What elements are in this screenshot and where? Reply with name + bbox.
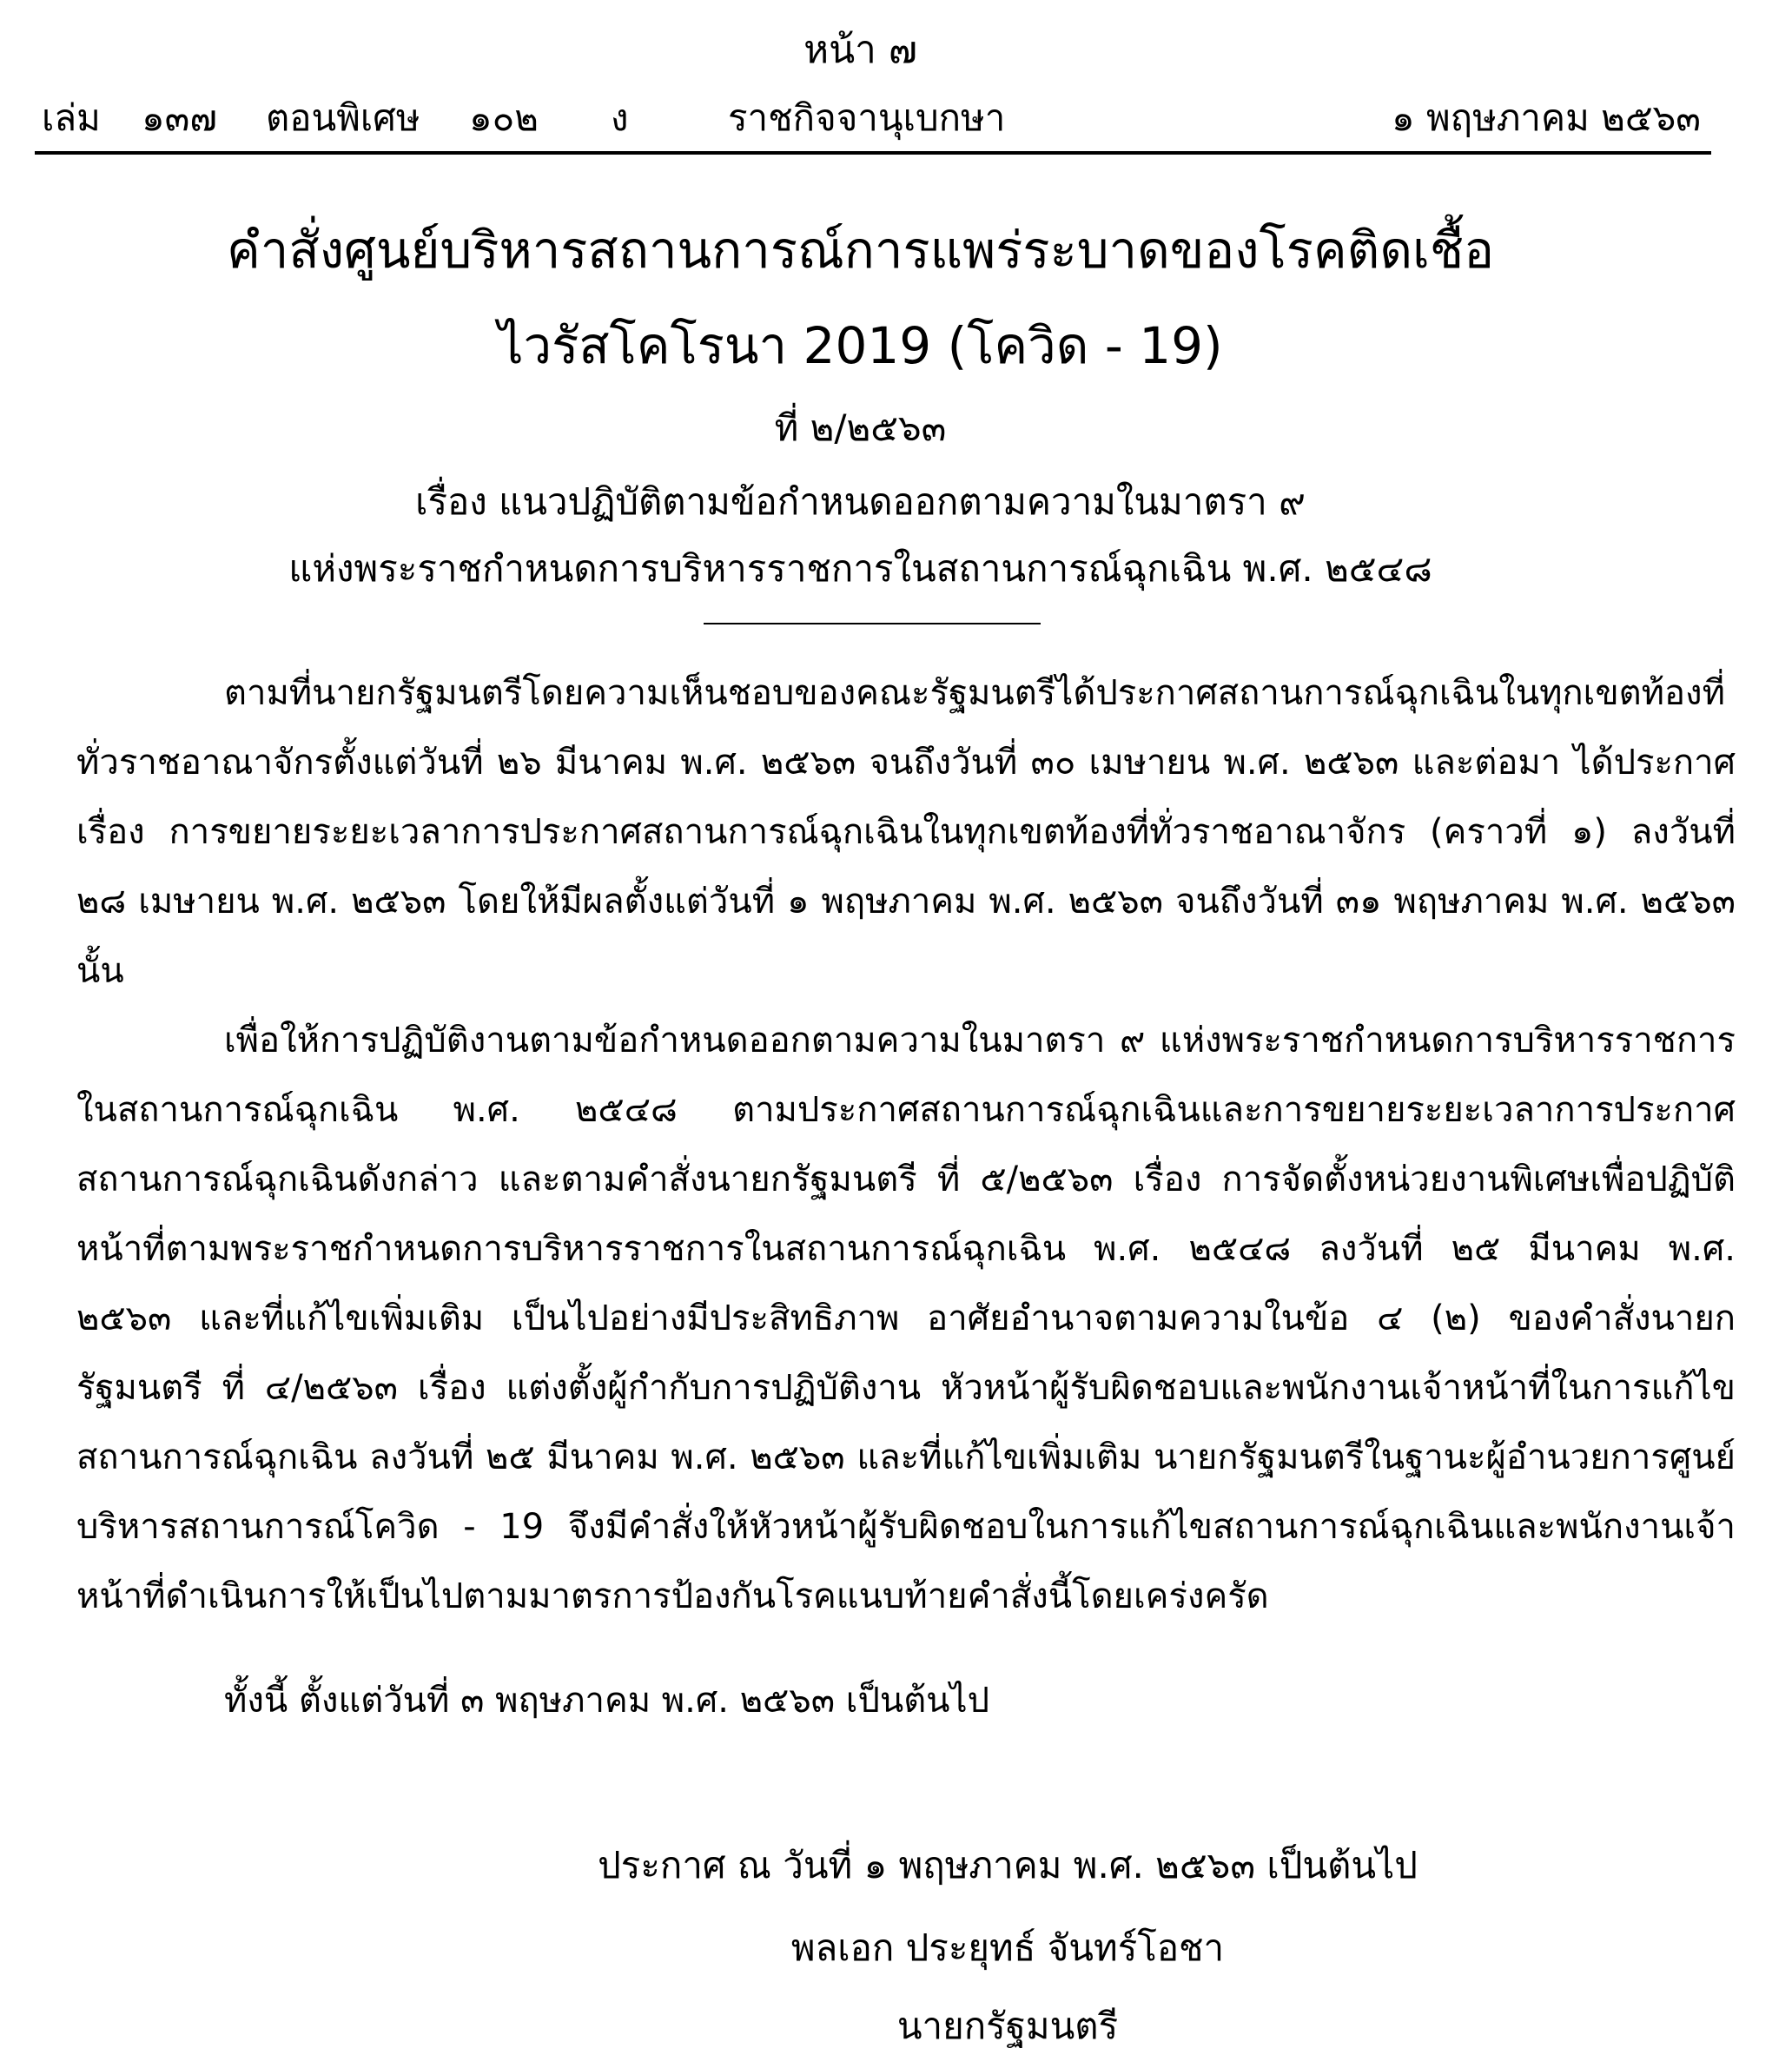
issue-letter: ง <box>611 96 629 139</box>
subject-line-1: เรื่อง แนวปฏิบัติตามข้อกำหนดออกตามความในมาตรา ๙ <box>415 480 1306 523</box>
section-label: ตอนพิเศษ <box>266 96 420 139</box>
publication-date: ๑ พฤษภาคม ๒๕๖๓ <box>1391 96 1701 139</box>
document-title-line-1: คำสั่งศูนย์บริหารสถานการณ์การแพร่ระบาดของโรคติดเชื้อ <box>226 221 1495 280</box>
body-paragraph-1: ตามที่นายกรัฐมนตรีโดยความเห็นชอบของคณะรัฐมนตรีได้ประกาศสถานการณ์ฉุกเฉินในทุกเขตท้องที่ทั่วราชอาณาจักรตั้งแต่วันที่ ๒๖ มีนาคม พ.ศ. ๒๕๖๓ จนถึงวันที่ ๓๐ เมษายน พ.ศ. ๒๕๖๓ และต่อมา ได้ประกาศ เรื่อง การขยายระยะเวลาการประกาศสถานการณ์ฉุกเฉินในทุกเขตท้องที่ทั่วราชอาณาจักร (คราวที่ ๑) ลงวันที่ ๒๘ เมษายน พ.ศ. ๒๕๖๓ โดยให้มีผลตั้งแต่วันที่ ๑ พฤษภาคม พ.ศ. ๒๕๖๓ จนถึงวันที่ ๓๑ พฤษภาคม พ.ศ. ๒๕๖๓ นั้น <box>76 673 1736 991</box>
signer-name: พลเอก ประยุทธ์ จันทร์โอชา <box>790 1926 1225 1969</box>
title-divider <box>704 623 1041 624</box>
volume-number: ๑๓๗ <box>142 96 217 139</box>
announcement-date: ประกาศ ณ วันที่ ๑ พฤษภาคม พ.ศ. ๒๕๖๓ เป็นต้นไป <box>598 1844 1418 1886</box>
body-paragraph-2: เพื่อให้การปฏิบัติงานตามข้อกำหนดออกตามความในมาตรา ๙ แห่งพระราชกำหนดการบริหารราชการในสถานการณ์ฉุกเฉิน พ.ศ. ๒๕๔๘ ตามประกาศสถานการณ์ฉุกเฉินและการขยายระยะเวลาการประกาศสถานการณ์ฉุกเฉินดังกล่าว และตามคำสั่งนายกรัฐมนตรี ที่ ๕/๒๕๖๓ เรื่อง การจัดตั้งหน่วยงานพิเศษเพื่อปฏิบัติหน้าที่ตามพระราชกำหนดการบริหารราชการในสถานการณ์ฉุกเฉิน พ.ศ. ๒๕๔๘ ลงวันที่ ๒๕ มีนาคม พ.ศ. ๒๕๖๓ และที่แก้ไขเพิ่มเติม เป็นไปอย่างมีประสิทธิภาพ อาศัยอำนาจตามความในข้อ ๔ (๒) ของคำสั่งนายกรัฐมนตรี ที่ ๔/๒๕๖๓ เรื่อง แต่งตั้งผู้กำกับการปฏิบัติงาน หัวหน้าผู้รับผิดชอบและพนักงานเจ้าหน้าที่ในการแก้ไขสถานการณ์ฉุกเฉิน ลงวันที่ ๒๕ มีนาคม พ.ศ. ๒๕๖๓ และที่แก้ไขเพิ่มเติม นายกรัฐมนตรีในฐานะผู้อำนวยการศูนย์บริหารสถานการณ์โควิด - 19 จึงมีคำสั่งให้หัวหน้าผู้รับผิดชอบในการแก้ไขสถานการณ์ฉุกเฉินและพนักงานเจ้าหน้าที่ดำเนินการให้เป็นไปตามมาตรการป้องกันโรคแนบท้ายคำสั่งนี้โดยเคร่งครัด <box>76 1021 1736 1616</box>
body-paragraph-3: ทั้งนี้ ตั้งแต่วันที่ ๓ พฤษภาคม พ.ศ. ๒๕๖๓ เป็นต้นไป <box>224 1681 990 1721</box>
gazette-name: ราชกิจจานุเบกษา <box>728 96 1006 139</box>
issue-number: ๑๐๒ <box>469 96 539 139</box>
gazette-header <box>42 91 1701 145</box>
page-number: หน้า ๗ <box>803 28 917 72</box>
header-divider <box>35 151 1711 155</box>
volume-label: เล่ม <box>42 96 101 139</box>
document-title-line-2: ไวรัสโคโรนา 2019 (โควิด - 19) <box>498 316 1223 375</box>
order-number: ที่ ๒/๒๕๖๓ <box>774 406 947 449</box>
signer-title: นายกรัฐมนตรี <box>896 2005 1119 2047</box>
subject-line-2: แห่งพระราชกำหนดการบริหารราชการในสถานการณ์ฉุกเฉิน พ.ศ. ๒๕๔๘ <box>288 547 1432 590</box>
